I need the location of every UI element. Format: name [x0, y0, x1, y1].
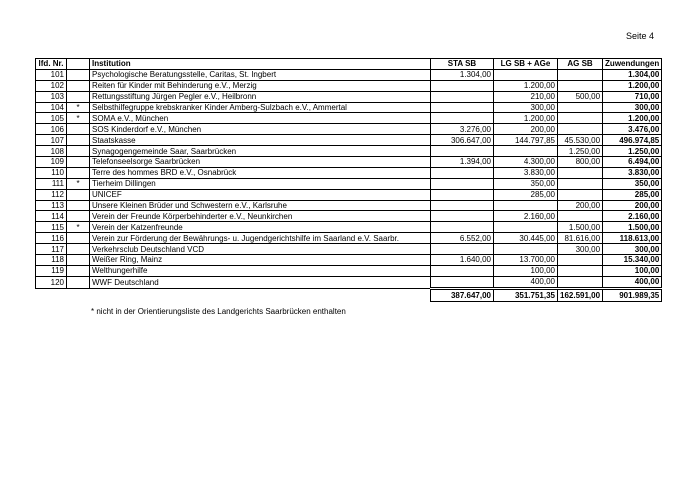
cell-mark	[67, 146, 90, 157]
cell-ag	[558, 167, 603, 178]
cell-lg	[494, 69, 558, 80]
cell-mark: *	[67, 102, 90, 113]
cell-sum: 710,00	[603, 91, 662, 102]
cell-sum: 2.160,00	[603, 211, 662, 222]
cell-mark: *	[67, 222, 90, 233]
cell-institution: Staatskasse	[90, 135, 431, 146]
cell-sum: 200,00	[603, 200, 662, 211]
cell-mark	[67, 91, 90, 102]
cell-institution: Telefonseelsorge Saarbrücken	[90, 157, 431, 168]
cell-institution: Selbsthilfegruppe krebskranker Kinder Amberg-Sulzbach e.V., Ammertal	[90, 102, 431, 113]
cell-ag	[558, 211, 603, 222]
cell-nr: 110	[36, 167, 67, 178]
cell-sta	[431, 167, 494, 178]
table-row	[36, 265, 662, 276]
cell-nr: 116	[36, 233, 67, 244]
cell-sta	[431, 178, 494, 189]
cell-sta: 3.276,00	[431, 124, 494, 135]
cell-lg: 144.797,85	[494, 135, 558, 146]
cell-sum: 300,00	[603, 102, 662, 113]
cell-institution: WWF Deutschland	[90, 276, 431, 288]
cell-ag	[558, 178, 603, 189]
cell-ag: 1.250,00	[558, 146, 603, 157]
cell-nr: 109	[36, 157, 67, 168]
total-sta: 387.647,00	[431, 288, 494, 301]
table-row	[36, 146, 662, 157]
table-row	[36, 91, 662, 102]
cell-lg: 100,00	[494, 265, 558, 276]
cell-sum: 6.494,00	[603, 157, 662, 168]
cell-mark	[67, 124, 90, 135]
cell-ag: 81.616,00	[558, 233, 603, 244]
cell-nr: 114	[36, 211, 67, 222]
cell-nr: 120	[36, 276, 67, 288]
cell-nr: 112	[36, 189, 67, 200]
cell-nr: 117	[36, 244, 67, 255]
table-row	[36, 255, 662, 266]
cell-institution: Verein der Katzenfreunde	[90, 222, 431, 233]
cell-institution: Unsere Kleinen Brüder und Schwestern e.V., Karlsruhe	[90, 200, 431, 211]
cell-institution: SOS Kinderdorf e.V., München	[90, 124, 431, 135]
cell-lg: 4.300,00	[494, 157, 558, 168]
cell-institution: Verein zur Förderung der Bewährungs- u. Jugendgerichtshilfe im Saarland e.V. Saarbr.	[90, 233, 431, 244]
cell-sum: 1.200,00	[603, 80, 662, 91]
cell-mark	[67, 233, 90, 244]
cell-sum: 3.476,00	[603, 124, 662, 135]
cell-sta	[431, 189, 494, 200]
cell-ag	[558, 255, 603, 266]
cell-sum: 15.340,00	[603, 255, 662, 266]
cell-mark: *	[67, 113, 90, 124]
cell-lg	[494, 244, 558, 255]
cell-mark	[67, 265, 90, 276]
cell-ag	[558, 69, 603, 80]
cell-ag	[558, 124, 603, 135]
cell-institution: Verkehrsclub Deutschland VCD	[90, 244, 431, 255]
cell-mark	[67, 244, 90, 255]
table-row	[36, 113, 662, 124]
cell-institution: Weißer Ring, Mainz	[90, 255, 431, 266]
cell-sta: 306.647,00	[431, 135, 494, 146]
cell-sta	[431, 265, 494, 276]
cell-sta: 6.552,00	[431, 233, 494, 244]
table-row	[36, 69, 662, 80]
cell-nr: 111	[36, 178, 67, 189]
cell-nr: 101	[36, 69, 67, 80]
cell-nr: 113	[36, 200, 67, 211]
table-row	[36, 200, 662, 211]
cell-mark	[67, 135, 90, 146]
cell-nr: 119	[36, 265, 67, 276]
cell-lg: 400,00	[494, 276, 558, 288]
cell-mark	[67, 167, 90, 178]
cell-sum: 350,00	[603, 178, 662, 189]
cell-lg	[494, 222, 558, 233]
table-row	[36, 124, 662, 135]
footnote: * nicht in der Orientierungsliste des Landgerichts Saarbrücken enthalten	[91, 307, 346, 316]
cell-ag	[558, 102, 603, 113]
table-row	[36, 167, 662, 178]
cell-lg	[494, 146, 558, 157]
cell-nr: 106	[36, 124, 67, 135]
cell-sta	[431, 146, 494, 157]
cell-mark: *	[67, 178, 90, 189]
total-ag: 162.591,00	[558, 288, 603, 301]
table-row	[36, 135, 662, 146]
cell-sta	[431, 113, 494, 124]
cell-ag: 300,00	[558, 244, 603, 255]
table-row	[36, 178, 662, 189]
cell-sta	[431, 102, 494, 113]
table-row	[36, 157, 662, 168]
header-sta: STA SB	[431, 59, 494, 70]
cell-nr: 102	[36, 80, 67, 91]
cell-institution: Synagogengemeinde Saar, Saarbrücken	[90, 146, 431, 157]
cell-mark	[67, 189, 90, 200]
cell-ag	[558, 276, 603, 288]
cell-sta	[431, 80, 494, 91]
donations-table	[35, 58, 662, 302]
cell-nr: 108	[36, 146, 67, 157]
header-sum: Zuwendungen	[603, 59, 662, 70]
cell-mark	[67, 69, 90, 80]
cell-sta: 1.640,00	[431, 255, 494, 266]
cell-nr: 105	[36, 113, 67, 124]
cell-ag	[558, 189, 603, 200]
cell-sum: 1.200,00	[603, 113, 662, 124]
cell-mark	[67, 255, 90, 266]
table-row	[36, 244, 662, 255]
table-row	[36, 102, 662, 113]
page-number: Seite 4	[625, 31, 654, 41]
cell-sum: 285,00	[603, 189, 662, 200]
cell-institution: SOMA e.V., München	[90, 113, 431, 124]
cell-sta	[431, 222, 494, 233]
table-row	[36, 276, 662, 288]
header-nr: lfd. Nr.	[36, 59, 67, 70]
header-lg: LG SB + AGe	[494, 59, 558, 70]
cell-lg: 300,00	[494, 102, 558, 113]
cell-sta: 1.394,00	[431, 157, 494, 168]
cell-sum: 100,00	[603, 265, 662, 276]
cell-ag: 200,00	[558, 200, 603, 211]
cell-institution: Welthungerhilfe	[90, 265, 431, 276]
table-row	[36, 80, 662, 91]
cell-nr: 115	[36, 222, 67, 233]
cell-mark	[67, 276, 90, 288]
cell-sum: 118.613,00	[603, 233, 662, 244]
total-sum: 901.989,35	[603, 288, 662, 301]
cell-mark	[67, 200, 90, 211]
cell-ag	[558, 265, 603, 276]
table-row	[36, 233, 662, 244]
cell-lg: 210,00	[494, 91, 558, 102]
header-institution: Institution	[90, 59, 431, 70]
cell-ag: 800,00	[558, 157, 603, 168]
cell-mark	[67, 211, 90, 222]
table-row	[36, 211, 662, 222]
cell-institution: Reiten für Kinder mit Behinderung e.V., Merzig	[90, 80, 431, 91]
cell-lg: 1.200,00	[494, 80, 558, 91]
cell-sta	[431, 244, 494, 255]
cell-lg: 350,00	[494, 178, 558, 189]
cell-ag: 1.500,00	[558, 222, 603, 233]
table-header-row	[36, 59, 662, 70]
cell-ag: 500,00	[558, 91, 603, 102]
table-row	[36, 222, 662, 233]
cell-lg: 3.830,00	[494, 167, 558, 178]
cell-sta	[431, 276, 494, 288]
cell-mark	[67, 157, 90, 168]
cell-ag: 45.530,00	[558, 135, 603, 146]
cell-ag	[558, 113, 603, 124]
cell-sta	[431, 200, 494, 211]
cell-sum: 300,00	[603, 244, 662, 255]
cell-mark	[67, 80, 90, 91]
cell-lg: 1.200,00	[494, 113, 558, 124]
cell-nr: 107	[36, 135, 67, 146]
cell-sum: 400,00	[603, 276, 662, 288]
cell-lg	[494, 200, 558, 211]
cell-lg: 285,00	[494, 189, 558, 200]
cell-lg: 13.700,00	[494, 255, 558, 266]
cell-institution: Psychologische Beratungsstelle, Caritas, St. Ingbert	[90, 69, 431, 80]
cell-sum: 1.250,00	[603, 146, 662, 157]
cell-institution: Tierheim Dillingen	[90, 178, 431, 189]
cell-institution: Rettungsstiftung Jürgen Pegler e.V., Heilbronn	[90, 91, 431, 102]
header-mark	[67, 59, 90, 70]
cell-sta	[431, 91, 494, 102]
cell-sta: 1.304,00	[431, 69, 494, 80]
cell-sta	[431, 211, 494, 222]
cell-ag	[558, 80, 603, 91]
cell-nr: 103	[36, 91, 67, 102]
cell-nr: 104	[36, 102, 67, 113]
cell-lg: 200,00	[494, 124, 558, 135]
cell-sum: 1.304,00	[603, 69, 662, 80]
cell-institution: Terre des hommes BRD e.V., Osnabrück	[90, 167, 431, 178]
total-lg: 351.751,35	[494, 288, 558, 301]
cell-lg: 30.445,00	[494, 233, 558, 244]
cell-institution: Verein der Freunde Körperbehinderter e.V., Neunkirchen	[90, 211, 431, 222]
cell-nr: 118	[36, 255, 67, 266]
cell-sum: 496.974,85	[603, 135, 662, 146]
cell-sum: 1.500,00	[603, 222, 662, 233]
cell-institution: UNICEF	[90, 189, 431, 200]
table-row	[36, 189, 662, 200]
cell-lg: 2.160,00	[494, 211, 558, 222]
header-ag: AG SB	[558, 59, 603, 70]
totals-row	[36, 288, 662, 301]
cell-sum: 3.830,00	[603, 167, 662, 178]
